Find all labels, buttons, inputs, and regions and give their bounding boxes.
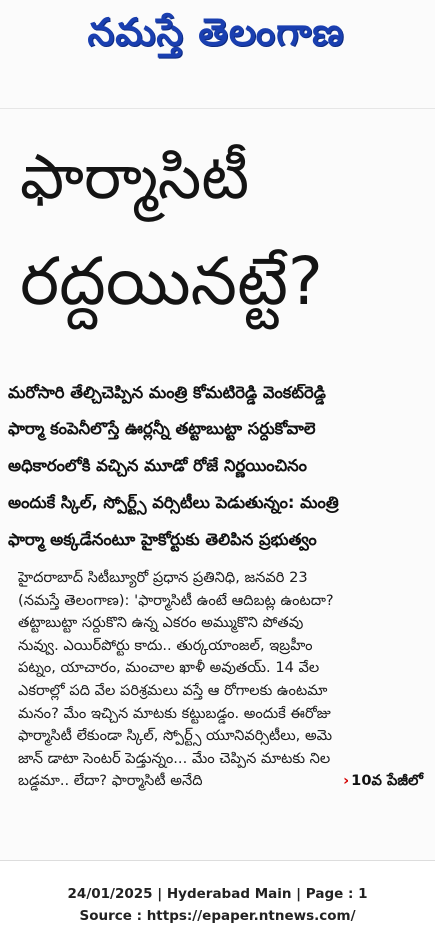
continued-on-page-label: 10వ పేజీలో — [351, 772, 423, 790]
article-last-row — [18, 770, 423, 793]
article-line: బడ్డమా.. లేదా? ఫార్మాసిటీ అనేది — [18, 772, 203, 790]
footer-source: Source : https://epaper.ntnews.com/ — [79, 908, 356, 924]
article-line: (నమస్తే తెలంగాణ): 'ఫార్మాసిటీ ఉంటే ఆదిబట్ల ఉంటదా? — [18, 591, 334, 609]
article-line: హైదరాబాద్‌ సిటీబ్యూరో ప్రధాన ప్రతినిధి, జనవరి 23 — [18, 569, 308, 586]
subheadline-1: మరోసారి తేల్చిచెప్పిన మంత్రి కోమటిరెడ్డి వెంకట్‌రెడ్డి — [8, 378, 428, 408]
article-line: తట్టాబుట్టా సర్దుకొని ఉన్న ఎకరం అమ్ముకొని పోతవు — [18, 614, 304, 632]
article-line: ఎకరాల్లో పది వేల పరిశ్రమలు వస్తే ఆ రోగాలకు ఉంటమా — [18, 681, 328, 699]
masthead-divider — [0, 108, 435, 109]
article-line: మనం? మేం ఇచ్చిన మాటకు కట్టుబడ్డం. అందుకే ఈరోజు — [18, 704, 331, 722]
headline-line-2: రద్దయినట్టే? — [20, 243, 323, 320]
continued-on-page-link[interactable] — [343, 770, 423, 793]
article-line: జాన్‌ డాటా సెంటర్‌ పెడ్తున్నం... మేం చెప్పిన మాటకు నిల — [18, 749, 331, 767]
subheadline-4: అందుకే స్కిల్‌, స్పోర్ట్స్‌ వర్సిటీలు పెడుతున్నం: మంత్రి — [8, 488, 428, 518]
footer-date-edition: 24/01/2025 | Hyderabad Main | Page : 1 — [67, 886, 368, 902]
article-line: ఫార్మాసిటీ లేకుండా స్కిల్‌, స్పోర్ట్స్‌ యూనివర్సిటీలు, అమె — [18, 727, 333, 745]
article-line: పట్నం, యాచారం, మంచాల ఖాళీ అవుతయ్‌. 14 వేల — [18, 659, 320, 677]
continue-arrow-icon: › — [343, 772, 350, 790]
subheadline-5: ఫార్మా అక్కడేనంటూ హైకోర్టుకు తెలిపిన ప్రభుత్వం — [8, 525, 428, 555]
newspaper-masthead: నమస్తే తెలంగాణ — [87, 10, 345, 54]
article-line: నువ్వు. ఎయిర్‌పోర్టు కాదు.. తుర్కయాంజల్‌, ఇబ్రహీం — [18, 636, 313, 654]
headline-line-1: ఫార్మాసిటీ — [20, 140, 250, 213]
subheadline-3: అధికారంలోకి వచ్చిన మూడో రోజే నిర్ణయించినం — [8, 451, 428, 481]
subheadline-2: ఫార్మా కంపెనీలొస్తే ఊర్లన్నీ తట్టాబుట్టా సర్దుకోవాలె — [8, 414, 428, 444]
article-body — [18, 567, 423, 793]
